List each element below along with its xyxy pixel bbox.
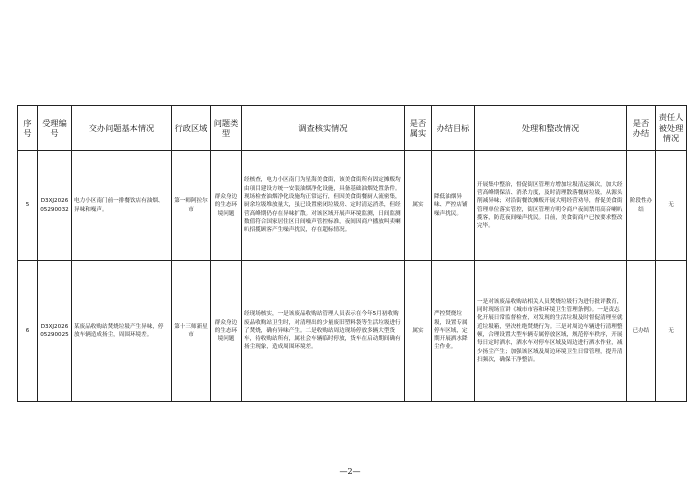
- cell-seq: 5: [18, 151, 38, 261]
- cell-closed: 阶段性办结: [627, 151, 656, 261]
- header-verified: 是否属实: [405, 106, 432, 151]
- cell-handling: 一是对该废品收购站相关人员焚烧垃圾行为进行批评教育，同时现场宣讲《城市市容和环境卫生管理条例》。一是责志化开展日常监督检查，对发现的生活垃圾及时督促清理至就近垃圾箱，坚决杜绝焚烧行为。三是对周边车辆进行清理整顿，合理设置大型车辆专属停放区域，规范停车秩序，开展每日定时洒水，洒水车对停车区域及周边进行洒水作业，减少扬尘产生；加强该区域及周边环境卫生日常管理，提升清扫频次，确保干净整洁。: [475, 261, 627, 402]
- cell-region: 第十三师新星市: [172, 261, 211, 402]
- header-goal: 办结目标: [432, 106, 475, 151]
- cell-id: D3XJ202605290032: [38, 151, 72, 261]
- cell-investigation: 经核查，电力小区南门为星海美食街，该美食街所有固定摊贩均由项目建设方统一安装油烟净化设施，具备基础油烟处置条件。现场检查油烟净化设施均正常运行，但因美食街餐厨人流密集，厨余垃圾堆放量大，虽已设置密闭垃圾房、定时清运消杀，但经营高峰期仍存在异味扩散。对该区域开展声环境监测，日间监测数值符合国家居住区日间噪声管控标准，夜间因商户播放叫卖喇叭招揽顾客产生噪声扰民，存在超标情况。: [242, 151, 405, 261]
- header-responsible: 责任人被处理情况: [656, 106, 687, 151]
- cell-verified: 属实: [405, 261, 432, 402]
- header-handling: 处理和整改情况: [475, 106, 627, 151]
- cell-issue: 电力小区南门前一排餐饮店有油烟、异味和噪声。: [72, 151, 172, 261]
- header-id: 受理编号: [38, 106, 72, 151]
- report-table: [17, 105, 687, 402]
- cell-type: 群众身边的生态环境问题: [211, 151, 242, 261]
- cell-type: 群众身边的生态环境问题: [211, 261, 242, 402]
- table-header-row: [18, 106, 687, 151]
- cell-issue: 某废品收购站焚烧垃圾产生异味，停放车辆造成扬尘，周围环境差。: [72, 261, 172, 402]
- cell-responsible: 无: [656, 261, 687, 402]
- header-region: 行政区域: [172, 106, 211, 151]
- header-seq: 序号: [18, 106, 38, 151]
- cell-goal: 降低油烟异味、严控店铺噪声扰民。: [432, 151, 475, 261]
- header-issue: 交办问题基本情况: [72, 106, 172, 151]
- cell-closed: 已办结: [627, 261, 656, 402]
- cell-id: D3XJ202605290025: [38, 261, 72, 402]
- cell-handling: 开展集中整治，督促街区管理方增加垃圾清运频次，加大经营高峰期保洁、消杀力度，及时清理散落餐厨垃圾，从源头削减异味；对沿街餐饮摊贩开展大明经营劝导，督促美食街管理单位落实管控，街区管理方明令商户夜间禁用高音喇叭揽客，防范夜间噪声扰民。目前，美食街商户已按要求整改完毕。: [475, 151, 627, 261]
- cell-seq: 6: [18, 261, 38, 402]
- table-row: [18, 151, 687, 261]
- cell-investigation: 经现场核实，一是该废品收购站管理人员表示在今年5月初收购废品收购站卫生时，对清理出的少量废旧塑料袋等生活垃圾进行了焚烧，确有异味产生。二是收购站周边现场停放多辆大型货车，待收购站所有，属社会车辆临时停放，货车在启动期间确有扬尘现象，造成周围环境差。: [242, 261, 405, 402]
- page-number: —2—: [339, 467, 361, 476]
- cell-goal: 严控焚烧垃圾，设置专属停车区域，定期开展洒水降尘作业。: [432, 261, 475, 402]
- cell-responsible: 无: [656, 151, 687, 261]
- header-type: 问题类型: [211, 106, 242, 151]
- table-row: [18, 261, 687, 402]
- header-investigation: 调查核实情况: [242, 106, 405, 151]
- header-closed: 是否办结: [627, 106, 656, 151]
- cell-region: 第一师阿拉尔市: [172, 151, 211, 261]
- cell-verified: 属实: [405, 151, 432, 261]
